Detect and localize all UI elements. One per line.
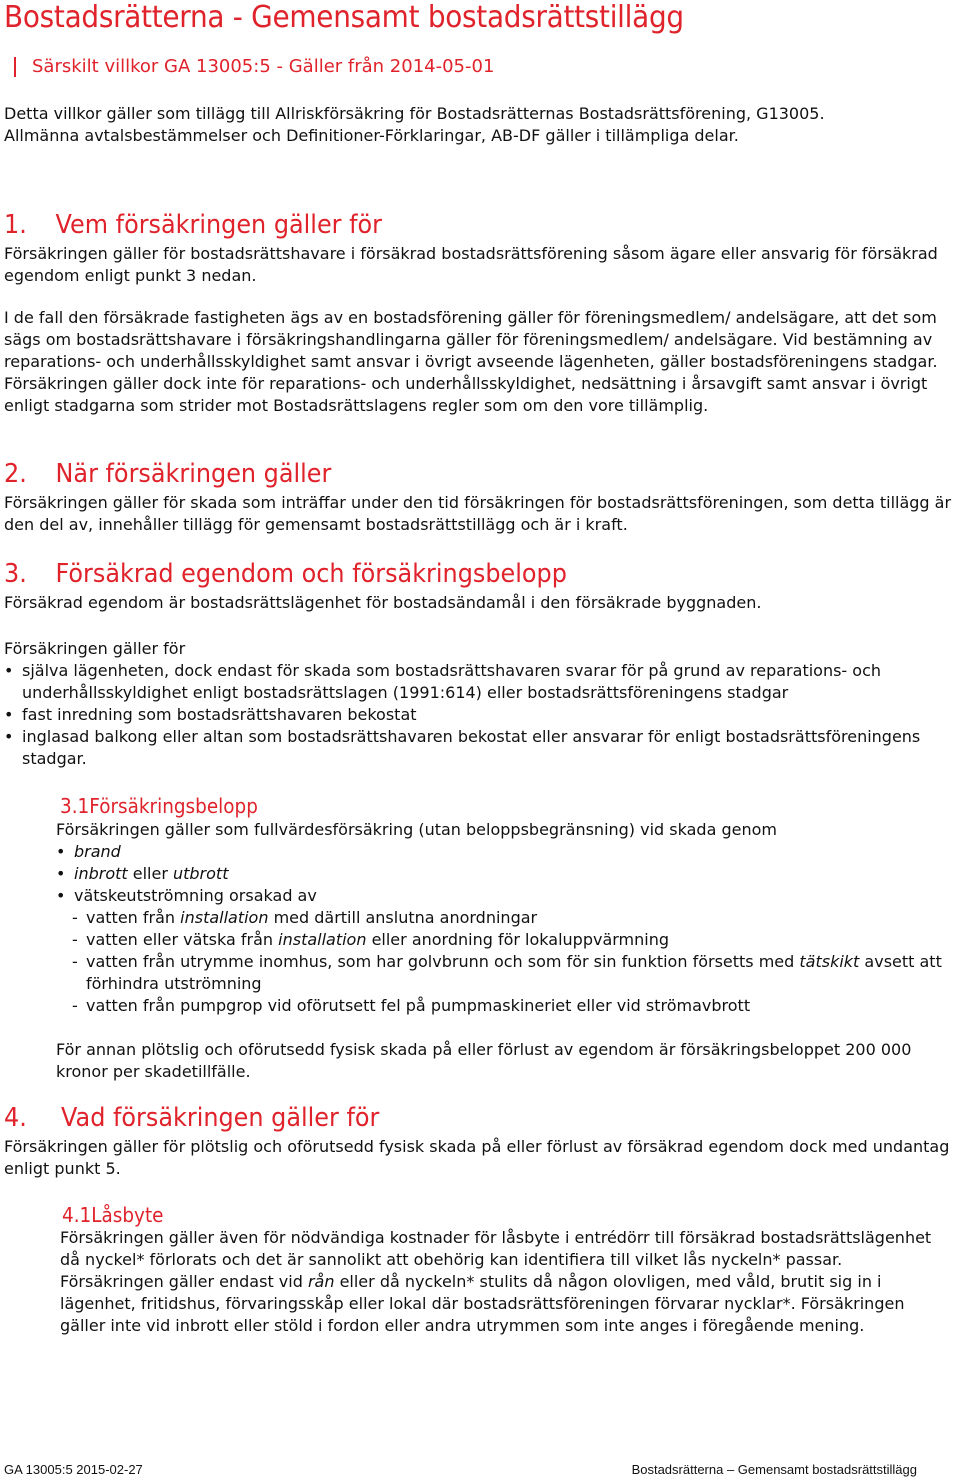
section-1-title: Vem försäkringen gäller för [55,210,382,240]
section-1-number: 1. [4,210,27,240]
dash-text: med därtill anslutna anordningar [268,908,538,927]
section-3-number: 3. [4,559,27,589]
footer-right: Bostadsrätterna – Gemensamt bostadsrättstillägg [631,1462,917,1477]
section-3-1-heading [60,794,258,818]
intro-line-1: Detta villkor gäller som tillägg till Allriskförsäkring för Bostadsrätternas Bostadsrättsförening, G13005. [4,104,825,123]
section-1-heading [4,210,382,240]
subtitle-bar [14,57,16,77]
dash-text: vatten från pumpgrop vid oförutsett fel på pumpmaskineriet eller vid strömavbrott [86,996,751,1015]
document-subtitle: Särskilt villkor GA 13005:5 - Gäller från 2014-05-01 [32,56,495,77]
section-3-1-paragraph-1: Försäkringen gäller som fullvärdesförsäkring (utan beloppsbegränsning) vid skada genom [56,820,777,839]
section-4-title: Vad försäkringen gäller för [61,1103,380,1133]
dash-marker: - [72,952,78,971]
section-2-paragraph-1: Försäkringen gäller för skada som inträffar under den tid försäkringen för bostadsrättsföreningen, som detta tillägg är den del av, innehåller tillägg för gemensamt bostadsrättstillägg och är i kraft. [4,493,952,534]
term-inbrott: inbrott [74,864,128,883]
dash-marker: - [72,930,78,949]
paragraph-text: Försäkringen gäller även för nödvändiga kostnader för låsbyte i entrédörr till försäkrad bostadsrättslägenhet då nyckel* förlorats och det är sannolikt att obehörig kan identifiera till vilket lås nyckeln* passar. Försäkringen gäller endast vid [60,1228,932,1291]
section-3-heading [4,559,567,589]
dash-marker: - [72,996,78,1015]
section-3-paragraph-1: Försäkrad egendom är bostadsrättslägenhet för bostadsändamål i den försäkrade byggnaden. [4,593,762,612]
dash-text: vatten från [86,908,181,927]
section-4-paragraph-1: Försäkringen gäller för plötslig och oförutsedd fysisk skada på eller förlust av försäkrad egendom dock med undantag enligt punkt 5. [4,1137,950,1178]
section-4-1-heading [62,1203,163,1227]
dash-text: vatten eller vätska från [86,930,279,949]
section-4-number: 4. [4,1103,27,1133]
term-installation: installation [278,930,367,949]
section-2-number: 2. [4,459,27,489]
list-item: • själva lägenheten, dock endast för skada som bostadsrättshavaren svarar för på grund av reparations- och underhållsskyldighet enligt bostadsrättslagen (1991:614) eller bostadsrättsföreningens stadgar [4,660,934,704]
dash-item [72,907,956,929]
section-3-1-title: Försäkringsbelopp [89,794,258,818]
footer-left: GA 13005:5 2015-02-27 [4,1462,143,1477]
list-item: • inglasad balkong eller altan som bostadsrättshavaren bekostat eller ansvarar för enligt bostadsrättsföreningens stadgar. [4,726,934,770]
connector-text: eller [127,864,173,883]
section-3-bullet-list [4,660,934,770]
dash-text: vatten från utrymme inomhus, som har golvbrunn och som för sin funktion försetts med [86,952,800,971]
term-ran: rån [307,1272,335,1291]
term-brand: brand [74,842,121,861]
section-4-1-number: 4.1 [62,1203,92,1227]
section-3-1-bullet-list [56,841,956,907]
section-2-heading [4,459,331,489]
section-2-title: När försäkringen gäller [55,459,332,489]
list-item: • vätskeutströmning orsakad av [56,885,956,907]
paragraph-text: eller då nyckeln* stulits då någon olovligen, med våld, brutit sig in i lägenhet, fritidshus, förvaringsskåp eller lokal där bostadsrättsföreningen förvarar nycklar*. Försäkringen gäller inte vid inbrott eller stöld i fordon eller andra utrymmen som inte anges i föregående mening. [60,1272,905,1335]
section-3-title: Försäkrad egendom och försäkringsbelopp [55,559,567,589]
section-3-1-paragraph-2: För annan plötslig och oförutsedd fysisk skada på eller förlust av egendom är försäkringsbeloppet 200 000 kronor per skadetillfälle. [56,1040,912,1081]
section-4-heading [4,1103,379,1133]
dash-item [72,951,956,995]
term-installation: installation [180,908,269,927]
section-3-1-number: 3.1 [60,794,90,818]
term-tatskikt: tätskikt [799,952,860,971]
intro-line-2: Allmänna avtalsbestämmelser och Definitioner-Förklaringar, AB-DF gäller i tillämpliga delar. [4,126,739,145]
dash-text: eller anordning för lokaluppvärmning [366,930,670,949]
list-item [56,841,956,863]
dash-item [72,929,956,951]
dash-marker: - [72,908,78,927]
section-3-paragraph-2: Försäkringen gäller för [4,639,186,658]
section-1-paragraph-2: I de fall den försäkrade fastigheten ägs av en bostadsförening gäller för föreningsmedlem/ andelsägare, att det som sägs om bostadsrättshavare i försäkringshandlingarna gäller för föreningsmedlem/ andelsägare. Vid bestämning av reparations- och underhållsskyldighet samt ansvar i övrigt avseende lägenheten, gäller bostadsföreningens stadgar. Försäkringen gäller dock inte för reparations- och underhållsskyldighet, nedsättning i årsavgift samt ansvar i övrigt enligt stadgarna som strider mot Bostadsrättslagens regler som om den vore tillämplig. [4,308,938,415]
dash-item [72,995,956,1017]
section-3-1-dash-list [72,907,956,1017]
section-4-1-title: Låsbyte [91,1203,164,1227]
dash-text: avsett att förhindra utströmning [86,952,942,993]
list-item [56,863,956,885]
section-1-paragraph-1: Försäkringen gäller för bostadsrättshavare i försäkrad bostadsrättsförening såsom ägare eller ansvarig för försäkrad egendom enligt punkt 3 nedan. [4,244,938,285]
section-4-1-paragraph-1 [60,1227,950,1337]
term-utbrott: utbrott [172,864,229,883]
document-title: Bostadsrätterna - Gemensamt bostadsrättstillägg [4,0,684,35]
list-item: • fast inredning som bostadsrättshavaren bekostat [4,704,934,726]
